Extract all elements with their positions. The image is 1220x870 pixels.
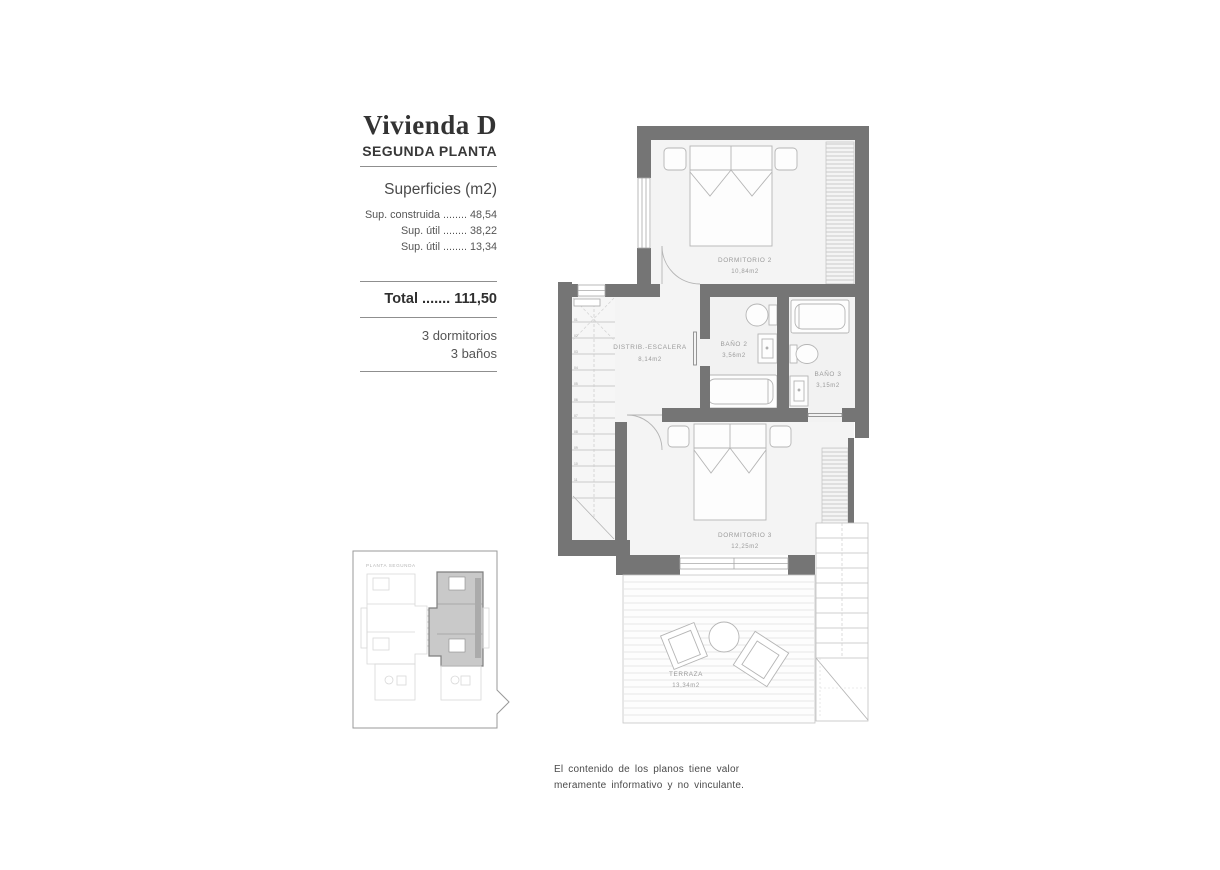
toilet-icon xyxy=(746,304,768,326)
page-title: Vivienda D xyxy=(363,110,497,140)
divider xyxy=(360,166,497,167)
room-area-bano2: 3,56m2 xyxy=(722,353,746,359)
stairs-exterior xyxy=(816,523,868,721)
terrace xyxy=(623,575,815,723)
svg-text:10: 10 xyxy=(574,462,578,466)
divider xyxy=(360,281,497,282)
room-area-distribuidor: 8,14m2 xyxy=(638,357,662,363)
divider xyxy=(360,371,497,372)
room-label-bano2: BAÑO 2 xyxy=(720,341,748,348)
floor-plan-drawing xyxy=(558,118,883,743)
svg-text:06: 06 xyxy=(574,398,578,402)
room-label-terraza: TERRAZA xyxy=(668,671,704,678)
svg-text:05: 05 xyxy=(574,382,578,386)
wardrobe-icon-dormitorio2 xyxy=(826,142,854,284)
room-area-terraza: 13,34m2 xyxy=(672,683,700,689)
info-panel xyxy=(360,110,497,372)
disclaimer-line: El contenido de los planos tiene valor xyxy=(554,764,740,775)
toilet-icon xyxy=(769,305,777,325)
svg-text:04: 04 xyxy=(574,366,578,370)
disclaimer xyxy=(554,762,754,793)
disclaimer-line: meramente informativo y no vinculante. xyxy=(554,779,745,791)
room-label-distribuidor: DISTRIB.-ESCALERA xyxy=(613,344,687,351)
radiator xyxy=(574,299,600,306)
svg-text:02: 02 xyxy=(574,334,578,338)
feature-bedrooms: 3 dormitorios xyxy=(421,328,497,343)
svg-text:09: 09 xyxy=(574,446,578,450)
key-plan xyxy=(349,544,511,734)
svg-text:11: 11 xyxy=(574,478,578,482)
room-label-bano3: BAÑO 3 xyxy=(814,371,842,378)
key-plan-unit-highlighted xyxy=(429,572,483,666)
surface-row: Sup. construida ........ 48,54 xyxy=(364,209,497,221)
bathtub-icon xyxy=(704,375,777,408)
main-floor-plan xyxy=(558,118,883,743)
key-plan-label: PLANTA SEGUNDA xyxy=(366,563,416,568)
feature-bathrooms: 3 baños xyxy=(450,345,497,361)
table-icon xyxy=(709,622,739,652)
room-label-dormitorio2: DORMITORIO 2 xyxy=(718,257,772,264)
svg-text:07: 07 xyxy=(574,414,578,418)
svg-text:08: 08 xyxy=(574,430,578,434)
room-area-dormitorio2: 10,84m2 xyxy=(731,269,759,275)
wardrobe-icon-dormitorio3 xyxy=(822,448,848,528)
window-dormitorio2 xyxy=(638,178,650,248)
surface-row: Sup. útil ........ 38,22 xyxy=(400,225,497,237)
room-label-dormitorio3: DORMITORIO 3 xyxy=(718,532,772,539)
divider xyxy=(360,317,497,318)
bathtub-icon xyxy=(791,300,849,333)
room-area-dormitorio3: 12,25m2 xyxy=(731,544,759,550)
svg-text:03: 03 xyxy=(574,350,578,354)
surfaces-heading: Superficies (m2) xyxy=(384,181,497,198)
key-plan-drawing xyxy=(349,544,511,734)
room-area-bano3: 3,15m2 xyxy=(816,383,840,389)
toilet-icon xyxy=(796,345,818,364)
surface-row: Sup. útil ........ 13,34 xyxy=(400,241,497,253)
total-row: Total ....... 111,50 xyxy=(384,291,497,307)
page-subtitle: SEGUNDA PLANTA xyxy=(362,143,497,159)
svg-text:01: 01 xyxy=(574,318,578,322)
